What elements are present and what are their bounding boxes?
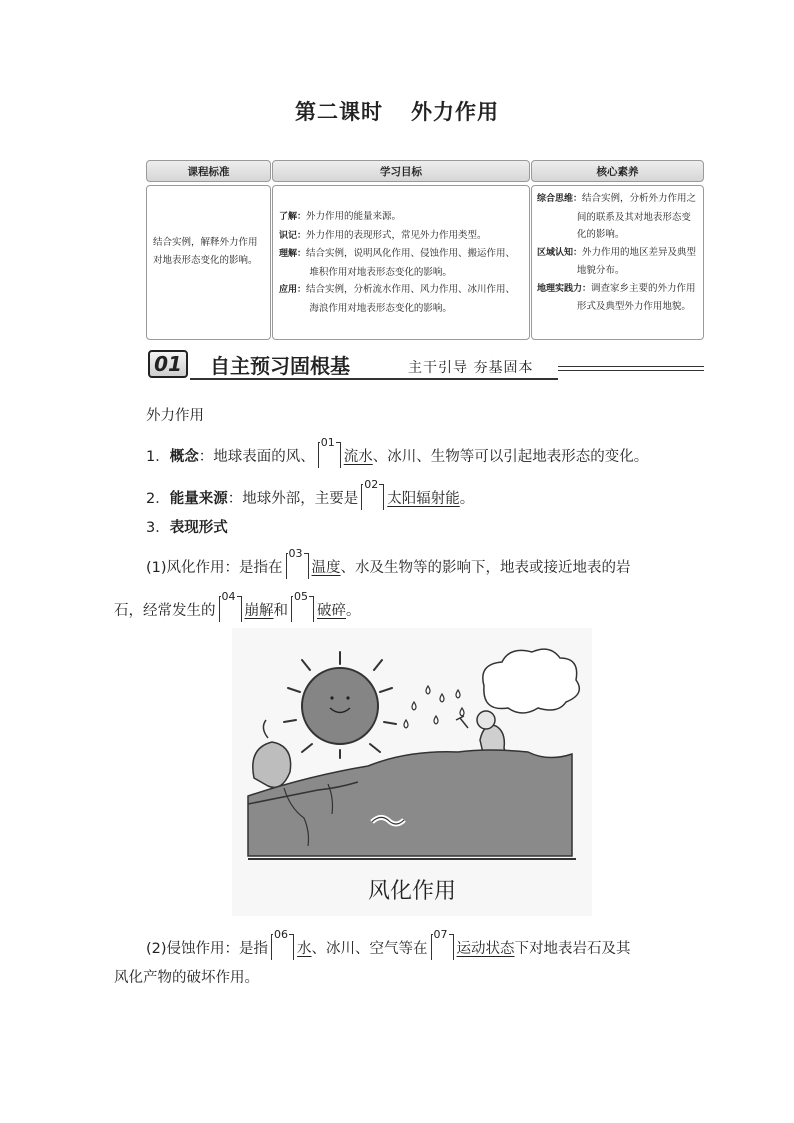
column-learning-objectives xyxy=(272,160,530,340)
item-energy-source: 2．能量来源：地球外部，主要是 02 太阳辐射能。 xyxy=(146,484,474,510)
literacy-item: 区域认知：外力作用的地区差异及典型地貌分布。 xyxy=(537,246,697,276)
answer-blank: 03 xyxy=(286,553,309,579)
section-rule xyxy=(558,370,704,371)
column-curriculum-standard xyxy=(146,160,271,340)
title-topic: 外力作用 xyxy=(411,100,499,124)
erosion-line-1: (2)侵蚀作用：是指 06 水、冰川、空气等在 07 运动状态下对地表岩石及其 xyxy=(146,934,631,960)
objective-item: 应用：结合实例，分析流水作用、风力作用、冰川作用、海浪作用对地表形态变化的影响。 xyxy=(279,284,516,314)
learning-objectives-list xyxy=(272,185,530,340)
answer-blank: 04 xyxy=(219,596,242,622)
core-literacy-list xyxy=(531,185,704,340)
worm-figure-top xyxy=(253,742,291,787)
objective-item: 理解：结合实例，说明风化作用、侵蚀作用、搬运作用、堆积作用对地表形态变化的影响。 xyxy=(279,248,516,278)
answer-blank: 01 xyxy=(318,442,341,468)
section-rule xyxy=(558,366,704,367)
answer-text: 破碎 xyxy=(317,603,346,619)
standards-table xyxy=(146,160,704,340)
section-underline xyxy=(190,378,558,380)
objective-item: 识记：外力作用的表现形式，常见外力作用类型。 xyxy=(279,229,487,241)
literacy-item: 综合思维：结合实例，分析外力作用之间的联系及其对地表形态变化的影响。 xyxy=(537,193,697,240)
section-header xyxy=(146,348,704,382)
answer-text: 温度 xyxy=(311,560,341,576)
figure-caption: 风化作用 xyxy=(367,879,456,904)
weathering-line-2: 石，经常发生的 04 崩解和 05 破碎。 xyxy=(114,596,361,622)
column-core-literacy xyxy=(531,160,704,340)
item-concept: 1．概念：地球表面的风、 01 流水、冰川、生物等可以引起地表形态的变化。 xyxy=(146,442,648,468)
answer-blank: 07 xyxy=(431,934,454,960)
literacy-item: 地理实践力：调查家乡主要的外力作用形式及典型外力作用地貌。 xyxy=(537,282,696,312)
header-curriculum-standard: 课程标准 xyxy=(146,160,271,182)
answer-text: 运动状态 xyxy=(456,941,515,957)
answer-blank: 05 xyxy=(291,596,314,622)
erosion-line-2: 风化产物的破坏作用。 xyxy=(114,970,259,986)
answer-text: 流水 xyxy=(343,449,373,465)
topic-heading: 外力作用 xyxy=(146,408,204,424)
header-learning-objectives: 学习目标 xyxy=(272,160,530,182)
sun-icon xyxy=(302,668,378,744)
answer-text: 太阳辐射能 xyxy=(387,491,460,507)
objective-item: 了解：外力作用的能量来源。 xyxy=(279,211,402,222)
section-number-badge: 01 xyxy=(148,350,188,378)
curriculum-standard-text: 结合实例，解释外力作用对地表形态变化的影响。 xyxy=(146,185,271,340)
answer-blank: 02 xyxy=(361,484,384,510)
title-lesson: 第二课时 xyxy=(295,100,383,124)
item-forms: 3．表现形式 xyxy=(146,520,228,536)
header-core-literacy: 核心素养 xyxy=(531,160,704,182)
section-subtitle: 主干引导 夯基固本 xyxy=(408,360,534,376)
section-title: 自主预习固根基 xyxy=(210,354,350,378)
page-title xyxy=(0,96,794,126)
answer-text: 水 xyxy=(297,941,312,957)
answer-blank: 06 xyxy=(271,934,294,960)
weathering-illustration xyxy=(232,628,592,916)
answer-text: 崩解 xyxy=(244,603,274,619)
weathering-line-1: (1)风化作用：是指在 03 温度、水及生物等的影响下，地表或接近地表的岩 xyxy=(146,553,631,579)
